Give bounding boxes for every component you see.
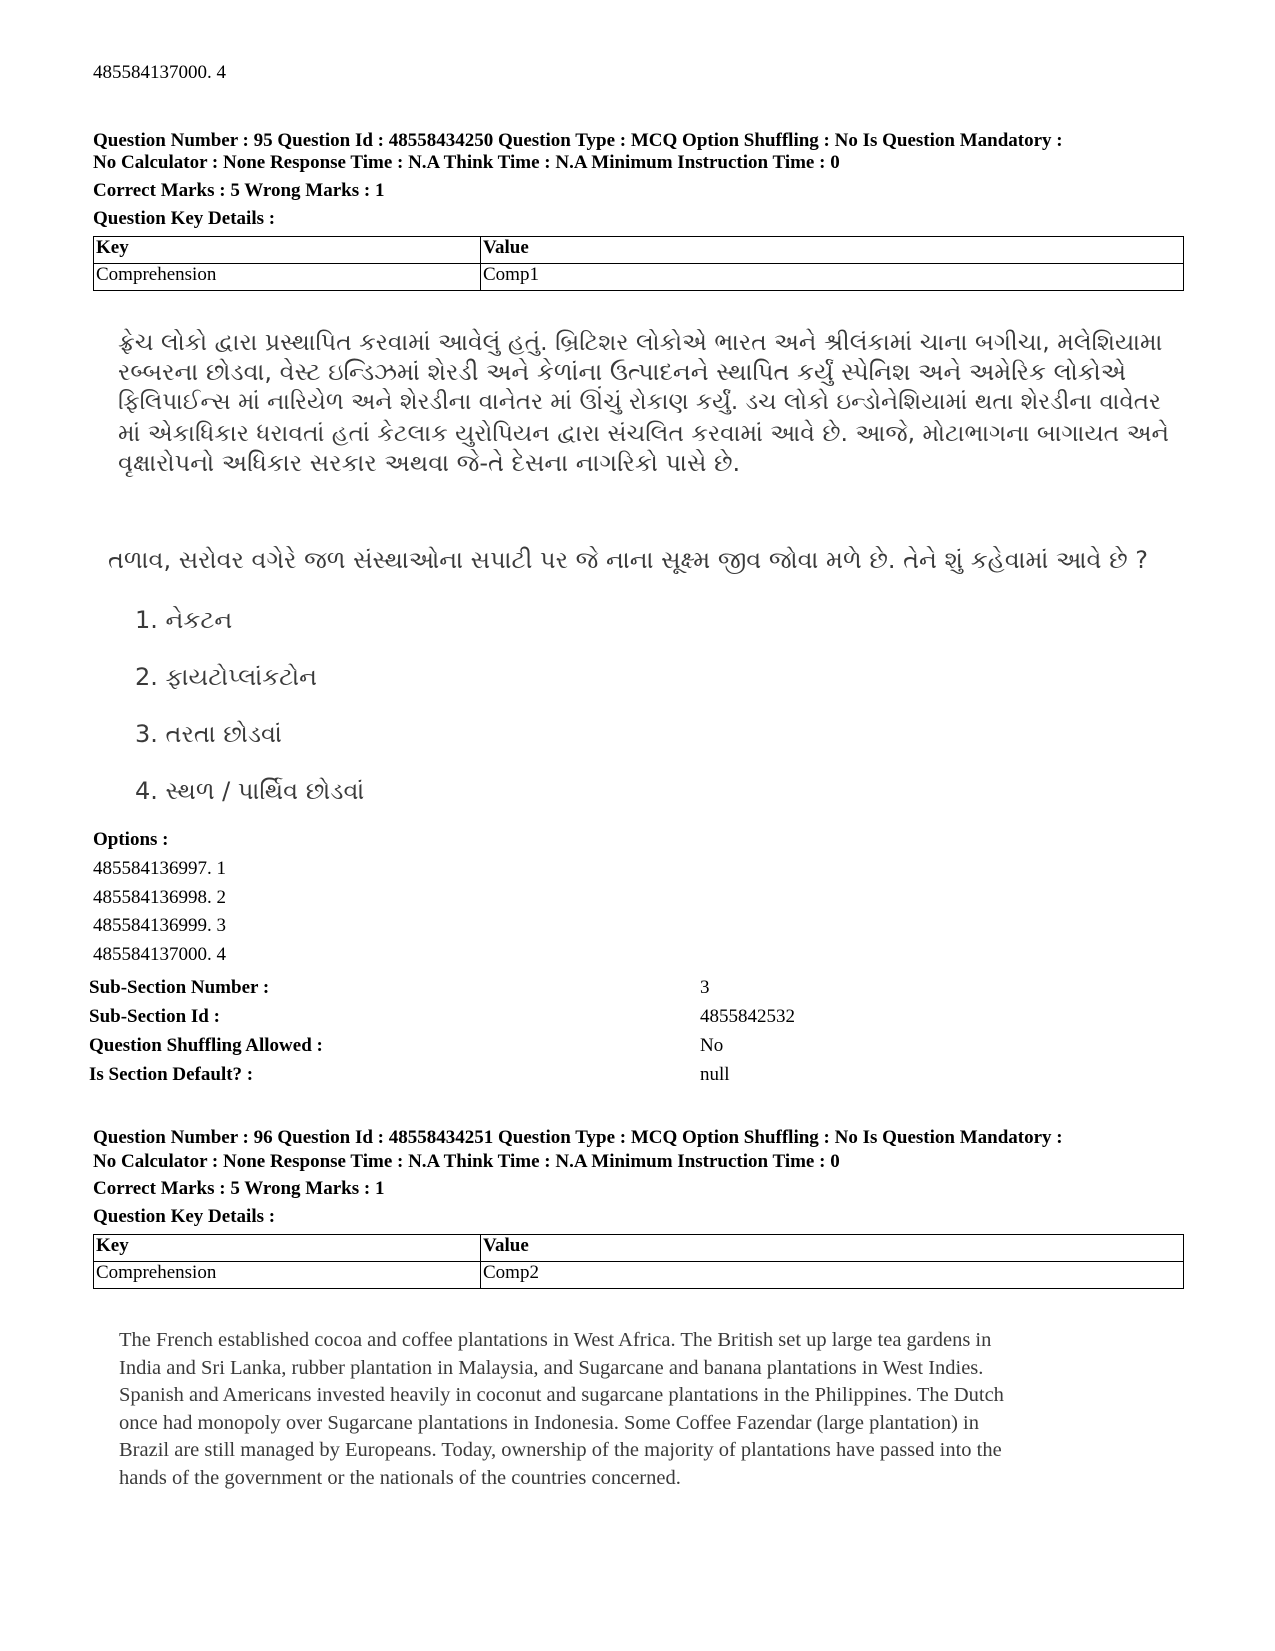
q96-passage-line: India and Sri Lanka, rubber plantation in Malaysia, and Sugarcane and banana plantations in West Indies. [119,1356,984,1379]
q96-passage-line: once had monopoly over Sugarcane plantations in Indonesia. Some Coffee Fazendar (large plantation) in [119,1411,979,1434]
q95-question-text: તળાવ, સરોવર વગેરે જળ સંસ્થાઓના સપાટી પર જે નાના સૂક્ષ્મ જીવ જોવા મળે છે. તેને શું કહેવામાં આવે છે ? [108,546,1149,574]
q95-value-cell: Comp1 [481,264,1184,291]
q95-passage-line: ફિલિપાઈન્સ માં નારિયેળ અને શેરડીના વાનેતર માં ઊંચું રોકાણ કર્યું. ડચ લોકો ઇન્ડોનેશિયામાં થતા શેરડીના વાવેતર [118,389,1161,415]
q96-value-cell: Comp2 [481,1262,1184,1289]
q96-passage-line: Spanish and Americans invested heavily in coconut and sugarcane plantations in the Philippines. The Dutch [119,1384,1004,1406]
q96-value-header: Value [481,1235,1184,1262]
q96-passage-line: The French established cocoa and coffee plantations in West Africa. The British set up large tea gardens in [119,1329,992,1351]
q95-header-line1: Question Number : 95 Question Id : 48558434250 Question Type : MCQ Option Shuffling : No Is Question Mandatory : [93,130,1063,151]
q95-choice-2: 2. ફાયટોપ્લાંકટોન [135,663,317,691]
q96-header-line2: No Calculator : None Response Time : N.A Think Time : N.A Minimum Instruction Time : 0 [93,1151,840,1172]
q95-passage-line: રબ્બરના છોડવા, વેસ્ટ ઇન્ડિઝમાં શેરડી અને કેળાંના ઉત્પાદનને સ્થાપિત કર્યું સ્પેનિશ અને અમેરિક લોકોએ [118,358,1127,386]
q95-value-header: Value [481,237,1184,264]
q95-key-table [93,236,1184,291]
section-default-label: Is Section Default? : [89,1064,254,1085]
q95-passage-line: ફ્રેચ લોકો દ્વારા પ્રસ્થાપિત કરવામાં આવેલું હતું. બ્રિટિશર લોકોએ ભારત અને શ્રીલંકામાં ચાના બગીચા, મલેશિયામા [118,328,1163,356]
q95-key-header: Key [94,237,481,264]
q95-passage-line: વૃક્ષારોપનો અધિકાર સરકાર અથવા જે-તે દેસના નાગરિકો પાસે છે. [118,449,741,477]
q96-header-line1: Question Number : 96 Question Id : 48558434251 Question Type : MCQ Option Shuffling : No Is Question Mandatory : [93,1127,1063,1148]
previous-answer-line: 485584137000. 4 [93,62,226,83]
q96-key-cell: Comprehension [94,1262,481,1289]
subsection-number-value: 3 [700,977,710,998]
q95-key-details-label: Question Key Details : [93,208,276,229]
q95-option-2: 485584136998. 2 [93,887,226,908]
q95-key-cell: Comprehension [94,264,481,291]
subsection-id-label: Sub-Section Id : [89,1006,220,1027]
q95-option-3: 485584136999. 3 [93,915,226,936]
q96-passage [119,1327,1209,1492]
q96-passage-line: hands of the government or the nationals of the countries concerned. [119,1466,681,1489]
q95-options-label: Options : [93,829,169,850]
q95-choice-4: 4. સ્થળ / પાર્થિવ છોડવાં [135,777,365,805]
section-default-value: null [700,1064,730,1085]
q95-choice-1: 1. નેકટન [135,606,233,634]
q95-passage-line: માં એકાધિકાર ધરાવતાં હતાં કેટલાક યુરોપિયન દ્વારા સંચલિત કરવામાં આવે છે. આજે, મોટાભાગના બાગાયત અને [118,419,1170,447]
subsection-id-value: 4855842532 [700,1006,795,1027]
q95-header-line2: No Calculator : None Response Time : N.A Think Time : N.A Minimum Instruction Time : 0 [93,152,840,173]
q96-key-header: Key [94,1235,481,1262]
q96-key-details-label: Question Key Details : [93,1206,276,1227]
subsection-number-label: Sub-Section Number : [89,977,270,998]
q95-option-4: 485584137000. 4 [93,944,226,965]
question-shuffling-value: No [700,1035,724,1056]
q95-marks: Correct Marks : 5 Wrong Marks : 1 [93,180,385,201]
q95-choice-3: 3. તરતા છોડવાં [135,720,282,748]
question-shuffling-label: Question Shuffling Allowed : [89,1035,323,1056]
q96-marks: Correct Marks : 5 Wrong Marks : 1 [93,1178,385,1199]
q96-passage-line: Brazil are still managed by Europeans. Today, ownership of the majority of plantations have passed into the [119,1439,1002,1461]
q96-key-table [93,1234,1184,1289]
q95-option-1: 485584136997. 1 [93,858,226,879]
